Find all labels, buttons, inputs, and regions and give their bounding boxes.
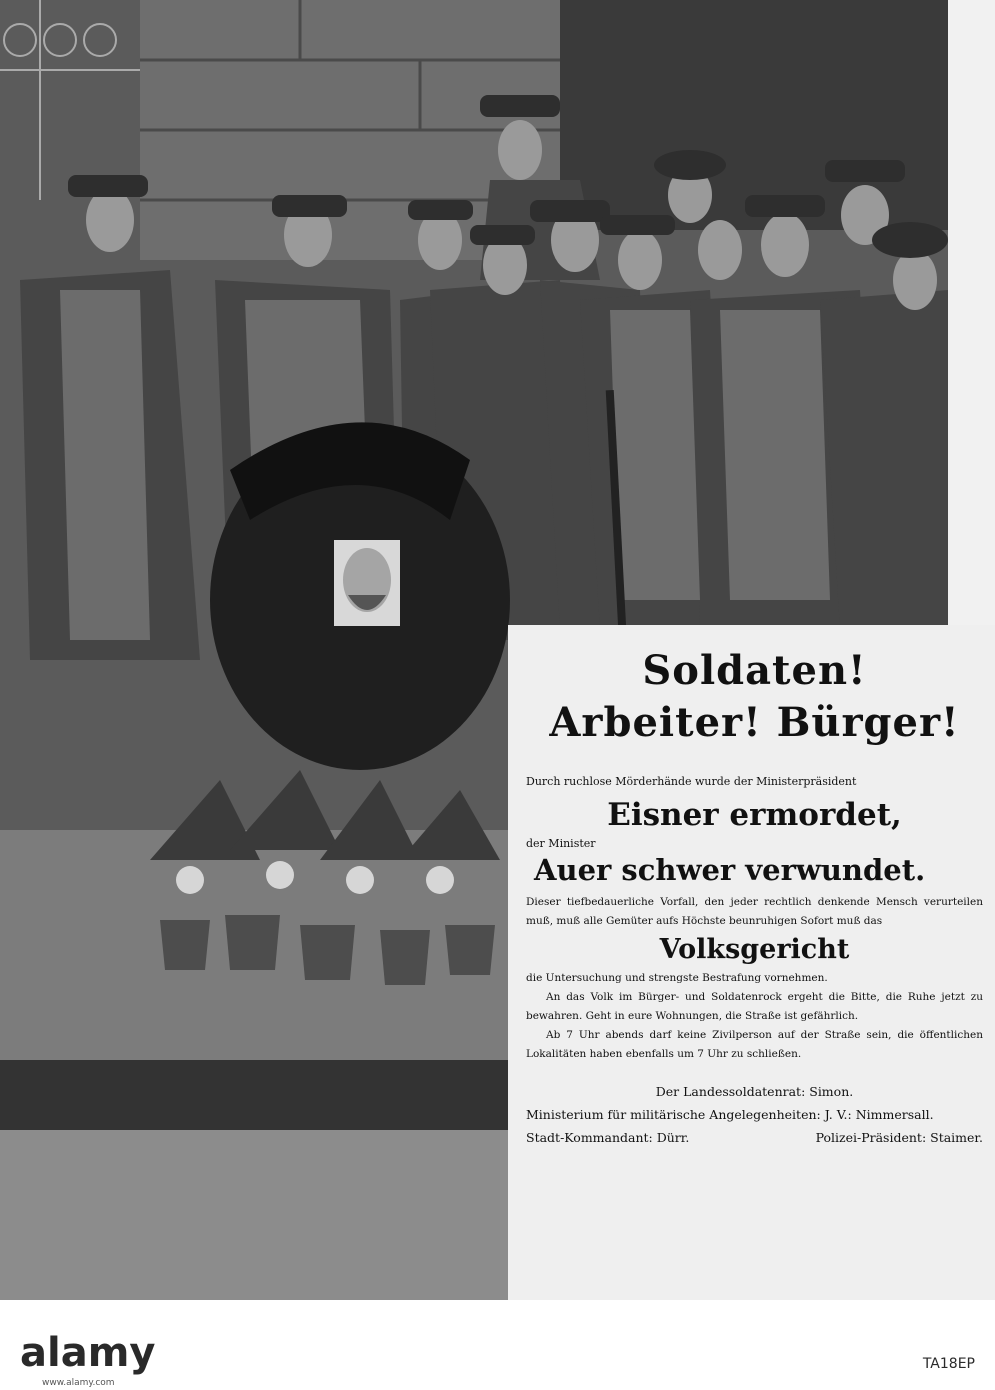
poster-line-murder: Durch ruchlose Mörderhände wurde der Ministerpräsident	[526, 775, 857, 788]
poster-headline-auer: Auer schwer verwundet.	[534, 853, 926, 887]
poster-signature-soldiers-council: Der Landessoldatenrat: Simon.	[655, 1084, 854, 1099]
poster-headline-workers-citizens: Arbeiter! Bürger!	[549, 699, 960, 746]
poster-headline-soldiers: Soldaten!	[642, 647, 867, 694]
poster-signature-police: Polizei-Präsident: Staimer.	[815, 1130, 983, 1145]
poster-headline-eisner: Eisner ermordet,	[607, 797, 902, 833]
poster-headline-volksgericht: Volksgericht	[659, 934, 850, 965]
poster-paragraph-appeal: An das Volk im Bürger- und Soldatenrock ergeht die Bitte, die Ruhe jetzt zu bewahren. Geht in eure Wohnungen, die Straße ist gefährlich.	[526, 991, 983, 1022]
poster-paragraph-curfew: Ab 7 Uhr abends darf keine Zivilperson auf der Straße sein, die öffentlichen Lokalitäten haben ebenfalls um 7 Uhr zu schließen.	[526, 1029, 983, 1060]
watermark-logo: alamy	[20, 1330, 156, 1376]
poster-paragraph-investigation: die Untersuchung und strengste Bestrafung vornehmen.	[526, 972, 828, 984]
watermark-image-id: TA18EP	[922, 1356, 975, 1372]
proclamation-poster	[508, 625, 995, 1300]
poster-signature-commandant: Stadt-Kommandant: Dürr.	[526, 1130, 690, 1145]
poster-paragraph-incident: Dieser tiefbedauerliche Vorfall, den jeder rechtlich denkende Mensch verurteilen muß, muß alle Gemüter aufs Höchste beunruhigen Sofort muß das	[526, 896, 983, 927]
watermark-url: www.alamy.com	[42, 1378, 115, 1388]
poster-line-minister: der Minister	[526, 837, 596, 850]
poster-signature-row	[526, 1126, 983, 1149]
poster-signature-ministry: Ministerium für militärische Angelegenheiten: J. V.: Nimmersall.	[526, 1107, 934, 1122]
